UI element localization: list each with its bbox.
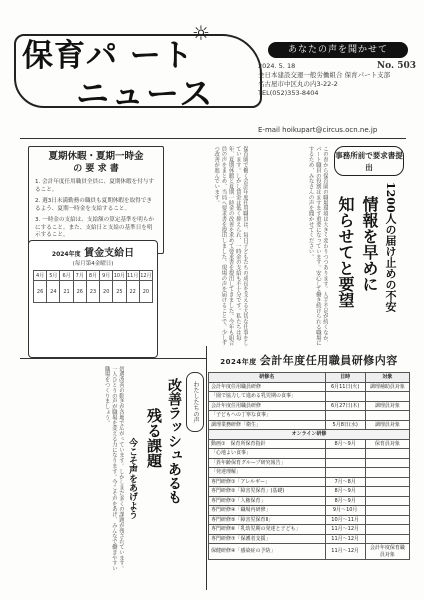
- feature-heading-2: 残る課題: [145, 408, 163, 468]
- schedule-date: 8月〜9月: [325, 487, 365, 497]
- schedule-title: 2024年度 会計年度任用職員研修内容: [220, 354, 398, 367]
- wage-month: 5月: [47, 271, 60, 281]
- schedule-course: 「異年齢保育グループ研究報告」: [209, 458, 326, 468]
- masthead-title-line2: ニュース: [76, 74, 215, 113]
- schedule-row: [209, 487, 410, 497]
- slogan-banner: あなたの声を聞かせて: [268, 42, 408, 58]
- schedule-course: 専門研修③「人権保育」: [209, 496, 326, 506]
- schedule-course: 調理業務研修「衛生」: [209, 420, 326, 430]
- schedule-row: [209, 468, 410, 478]
- issue-date: 2024. 5. 18: [258, 62, 296, 70]
- schedule-date: [325, 411, 365, 421]
- wage-month: 6月: [60, 271, 73, 281]
- top-divider: [20, 138, 406, 139]
- schedule-row: [209, 496, 410, 506]
- schedule-course: 「園で協力して進める乳児期の食事」: [209, 392, 326, 402]
- schedule-target: [365, 534, 409, 544]
- schedule-target: [365, 515, 409, 525]
- feature-heading-1: 改善ラッシュあるも: [166, 378, 182, 504]
- request-item: 2. 週3日未満勤務の職員も夏期休暇を取得できるよう、夏期一時金を支給すること。: [35, 198, 152, 212]
- middle-divider: [20, 358, 206, 359]
- issue-number: No. 503: [376, 61, 416, 71]
- wage-day: 24: [47, 281, 60, 303]
- schedule-course: 「発達理解」: [209, 468, 326, 478]
- schedule-date: 7月〜8月: [325, 477, 365, 487]
- schedule-course: 「心地よい食事」: [209, 449, 326, 459]
- schedule-row: [209, 477, 410, 487]
- wage-month: 10月: [113, 273, 126, 279]
- schedule-course: 専門研修⑥「乳幼児期の発達と子ども」: [209, 525, 326, 535]
- wage-month: 11月: [126, 273, 139, 279]
- schedule-date: 5月8日(水): [325, 420, 365, 430]
- bottom-left-feature: [126, 368, 206, 588]
- schedule-date: 10月〜11月: [325, 515, 365, 525]
- right-heading-1: 1200人の届け止めの不安: [384, 182, 397, 312]
- schedule-date: [325, 392, 365, 402]
- masthead: [14, 22, 264, 114]
- sun-icon: ☼: [192, 21, 210, 45]
- feature-heading-3: 今こそ声をあげよう: [127, 438, 137, 519]
- schedule-row: [209, 411, 410, 421]
- schedule-target: [365, 506, 409, 516]
- schedule-row: [209, 458, 410, 468]
- publication-info: [258, 62, 416, 98]
- wage-month: 9月: [100, 271, 113, 281]
- schedule-target: [365, 487, 409, 497]
- schedule-course: 専門研修①「アレルギー」: [209, 477, 326, 487]
- telephone: TEL(052)353-8404: [258, 89, 319, 97]
- schedule-target: [365, 449, 409, 459]
- schedule-row: [209, 420, 410, 430]
- schedule-course: 「子どもへの丁寧な食事」: [209, 411, 326, 421]
- schedule-target: [365, 392, 409, 402]
- address: 名古屋市中区丸の内3-22-2: [258, 80, 338, 88]
- wage-day: 22: [127, 281, 140, 303]
- schedule-target: [365, 496, 409, 506]
- wage-subtitle: (毎月第4金曜日): [72, 261, 114, 267]
- schedule-date: 11月〜12月: [325, 544, 365, 560]
- schedule-course: 専門研修④「職場内研修」: [209, 506, 326, 516]
- schedule-section-row: [209, 430, 410, 440]
- wage-box: [28, 240, 158, 358]
- schedule-table: [208, 372, 410, 560]
- request-title: 夏期休暇・夏期一時金: [48, 151, 144, 162]
- request-item: 1. 会計年度任用職員全員に、夏期休暇を付与すること。: [35, 179, 154, 193]
- wage-day: 20: [100, 281, 113, 303]
- schedule-row: [209, 392, 410, 402]
- wage-day: 20: [140, 281, 153, 303]
- right-tag: 事務所前で要求書提出: [334, 146, 404, 176]
- wage-day: 21: [60, 281, 73, 303]
- wage-month: 7月: [74, 271, 87, 281]
- col-header: 日時: [325, 373, 365, 383]
- right-heading-2: 情報を早めに: [360, 196, 379, 292]
- schedule-target: 調理補助員対象: [365, 382, 409, 392]
- schedule-target: [365, 525, 409, 535]
- feature-label: わたしたちの声: [186, 372, 204, 432]
- wage-month: 8月: [87, 271, 100, 281]
- schedule-target: [365, 477, 409, 487]
- schedule-row: [209, 544, 410, 560]
- schedule-target: 調理員対象: [365, 401, 409, 411]
- schedule-target: [365, 458, 409, 468]
- col-header: 研修名: [209, 373, 326, 383]
- schedule-row: [209, 525, 410, 535]
- wage-day: 26: [34, 281, 47, 303]
- schedule-course: 専門研修⑤「障害児保育Ⅱ」: [209, 515, 326, 525]
- schedule-date: 9月〜10月: [325, 506, 365, 516]
- request-subtitle: の 要 求 書: [73, 164, 119, 174]
- schedule-date: 11月〜12月: [325, 534, 365, 544]
- schedule-section-name: オンライン研修: [209, 430, 410, 440]
- right-heading-3: 知らせてと要望: [336, 196, 355, 308]
- schedule-target: [365, 468, 409, 478]
- schedule-target: [365, 411, 409, 421]
- publisher: 全日本建設交運一般労働組合 保育パート支部: [258, 71, 391, 79]
- wage-grid: [33, 270, 153, 303]
- schedule-row: [209, 515, 410, 525]
- wage-day: 25: [113, 281, 126, 303]
- schedule-target: 保育員対象: [365, 439, 409, 449]
- wage-day: 23: [87, 281, 100, 303]
- wage-month: 4月: [34, 271, 47, 281]
- schedule-course: 会計年度任用職員研修: [209, 382, 326, 392]
- masthead-title-line1: 保育パ ート: [22, 38, 194, 74]
- schedule-target: 会計年度保育職員対象: [365, 544, 409, 560]
- schedule-date: [325, 449, 365, 459]
- wage-day: 26: [74, 281, 87, 303]
- article-body-2: この春から保育園の職場環境は大きく変わりつつあります。人手不足が続くなか、パート職員の役割はますます重要になっています。安心して働き続けられる職場にするため、みなさんの声を聞かせてください。: [307, 146, 328, 346]
- schedule-date: [325, 458, 365, 468]
- wage-year: 2024年度: [51, 251, 81, 258]
- schedule-date: 8月〜9月: [325, 439, 365, 449]
- schedule-date: 6月27日(木): [325, 401, 365, 411]
- schedule-date: 6月11日(火): [325, 382, 365, 392]
- schedule-row: [209, 401, 410, 411]
- schedule-course: 動画① 保育所保育指針: [209, 439, 326, 449]
- wage-title: 2024年度 賃金支給日: [51, 248, 135, 259]
- schedule-course: 保健研修④「感染症の予防」: [209, 544, 326, 560]
- schedule-target: 調理員対象: [365, 420, 409, 430]
- schedule-date: 8月〜9月: [325, 496, 365, 506]
- col-header: 対象: [365, 373, 409, 383]
- vertical-divider: [206, 346, 207, 590]
- schedule-course: 専門研修⑦「保護者支援」: [209, 534, 326, 544]
- training-schedule: [208, 352, 410, 590]
- article-body-1: 保育園で働く会計年度任用職員は、毎日子どもたちの成長を支える大切な仕事をしています。しかし賃金は低く抑えられ、一時金の支給も不十分です。私たちは毎年、夏期休暇と夏期一時金の改善を求めて要求書を提出してきました。今年も組合員の声をまとめ、当局へ要求書を提出しました。現場の声を届けることで、少しずつ改善が進んでいます。: [213, 146, 248, 346]
- bottom-left-body: 処遇改善の動きが各地で広がっています。しかしまだ多くの課題が残されています。一人ひとりの声が職場を変える力になります。今こそ声をあげ、みんなで働きやすい職場をつくりましょう。: [103, 366, 124, 572]
- schedule-row: [209, 439, 410, 449]
- schedule-date: [325, 468, 365, 478]
- schedule-row: [209, 449, 410, 459]
- schedule-course: 会計年度任用職員研修: [209, 401, 326, 411]
- request-item: 3. 一時金の支給は、支給額の算定基準を明らかにすること。また、支給日と支給の基準日を明示すること。: [35, 217, 154, 238]
- email: E-mail hoikupart@circus.ocn.ne.jp: [258, 126, 378, 134]
- schedule-course: 専門研修②「障害児保育」(基礎): [209, 487, 326, 497]
- schedule-date: 11月〜12月: [325, 525, 365, 535]
- request-box: [28, 146, 164, 254]
- wage-month: 12月: [140, 273, 152, 279]
- schedule-row: [209, 506, 410, 516]
- schedule-row: [209, 534, 410, 544]
- schedule-row: [209, 382, 410, 392]
